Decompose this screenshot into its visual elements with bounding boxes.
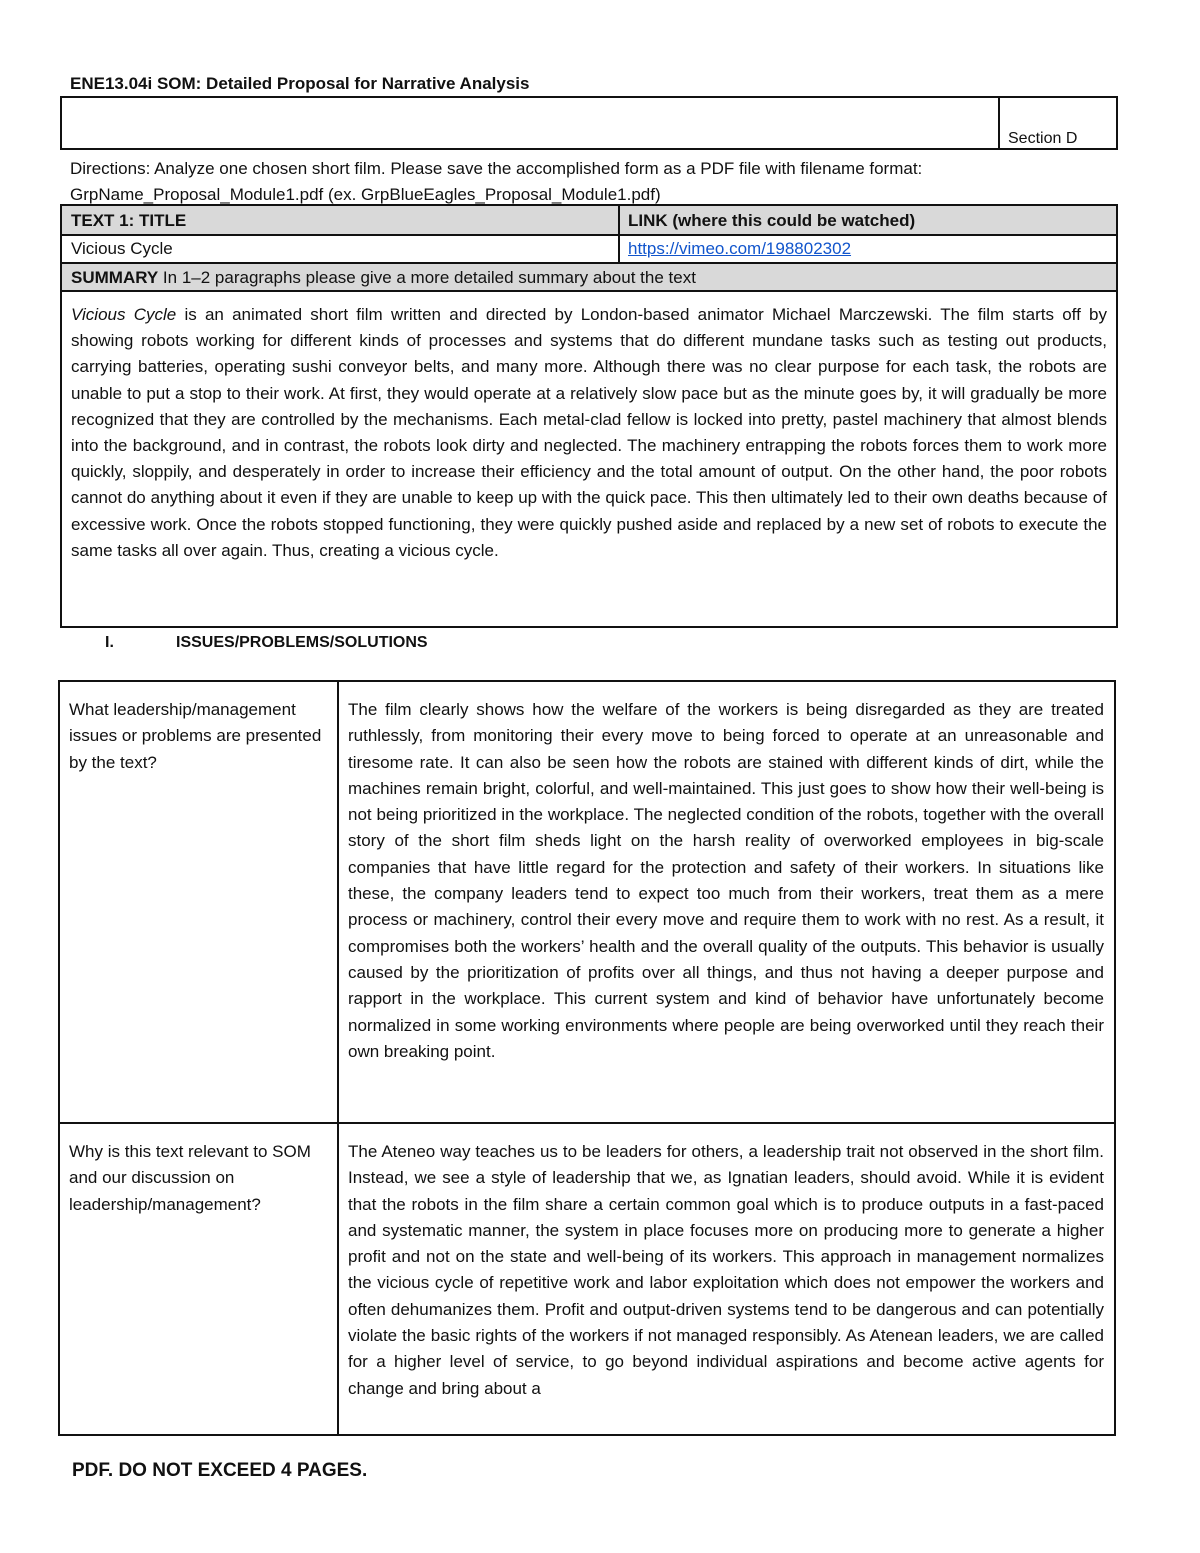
summary-text: is an animated short film written and directed by London-based animator Michael Marczewski. The film starts off by showing robots working for different kinds of processes and systems that do different mundane tasks such as testing out products, carrying batteries, operating sushi conveyor belts, and many more. Although there was no clear purpose for each task, the robots are unable to put a stop to their work. At first, they would operate at a relatively slow pace but as the minute goes by, it will gradually be more recognized that they are controlled by the mechanisms. Each metal-clad fellow is locked into pretty, pastel machinery that almost blends into the background, and in contrast, the robots look dirty and neglected. The machinery entrapping the robots forces them to work more quickly, sloppily, and desperately in order to increase their efficiency and the total amount of output. On the other hand, the poor robots cannot do anything about it even if they are unable to keep up with the quick pace. This then ultimately led to their own deaths because of excessive work. Once the robots stopped functioning, they were quickly pushed aside and replaced by a new set of robots to execute the same tasks all over again. Thus, creating a vicious cycle. — [71, 305, 1107, 560]
summary-instruction: In 1–2 paragraphs please give a more detailed summary about the text — [158, 268, 696, 287]
summary-label: SUMMARY — [71, 268, 159, 287]
summary-film-title: Vicious Cycle — [71, 305, 177, 324]
qa-answer: The Ateneo way teaches us to be leaders for others, a leadership trait not observed in the short film. Instead, we see a style of leadership that we, as Ignatian leaders, should avoid. While it is evident that the robots in the film share a certain common goal which is to produce outputs in a fast-paced and systematic manner, the system in place focuses more on producing more to generate a higher profit and not on the state and well-being of its workers. This approach in management normalizes the vicious cycle of repetitive work and labor exploitation which does not empower the workers and often dehumanizes them. Profit and output-driven systems tend to be dangerous and can potentially violate the basic rights of the workers if not managed responsibly. As Atenean leaders, we are called for a higher level of service, to go beyond individual aspirations and become active agents for change and bring about a — [348, 1142, 1104, 1398]
document-title: ENE13.04i SOM: Detailed Proposal for Narrative Analysis — [70, 74, 530, 93]
group-name-box — [60, 96, 1118, 150]
section-numeral: I. — [105, 634, 114, 651]
qa-question: What leadership/management issues or problems are presented by the text? — [69, 700, 322, 772]
link-header: LINK (where this could be watched) — [628, 211, 916, 230]
film-title: Vicious Cycle — [71, 239, 173, 258]
qa-row — [58, 1122, 1116, 1436]
directions-text: Directions: Analyze one chosen short film. Please save the accomplished form as a PDF file with filename format: GrpName_Proposal_Module1.pdf (ex. GrpBlueEagles_Proposal_Module1.pdf) — [70, 159, 923, 204]
qa-answer: The film clearly shows how the welfare of the workers is being disregarded as they are treated ruthlessly, from monitoring their every move to being forced to operate at an unreasonable and tiresome rate. It can also be seen how the robots are stained with different kinds of dirt, while the machines remain bright, colorful, and well-maintained. This just goes to show how their well-being is not being prioritized in the workplace. The neglected condition of the robots, together with the overall story of the short film sheds light on the harsh reality of overworked employees in big-scale companies that have little regard for the protection and safety of their workers. In situations like these, the company leaders tend to expect too much from their workers, treat them as a mere process or machinery, control their every move and require them to work with no rest. As a result, it compromises both the workers’ health and the overall quality of the outputs. This behavior is usually caused by the prioritization of profits over all things, and thus not having a deeper purpose and rapport in the workplace. This current system and kind of behavior have unfortunately become normalized in some working environments where people are being overworked until they reach their own breaking point. — [348, 700, 1104, 1061]
title-header: TEXT 1: TITLE — [71, 211, 187, 230]
summary-body — [60, 290, 1118, 628]
summary-heading — [71, 268, 696, 288]
section-title: ISSUES/PROBLEMS/SOLUTIONS — [176, 634, 428, 651]
footer-note: PDF. DO NOT EXCEED 4 PAGES. — [72, 1460, 368, 1481]
summary-header-row — [60, 262, 1118, 292]
section-heading — [105, 634, 428, 652]
qa-divider — [337, 682, 339, 1122]
text-table-value-row — [60, 234, 1118, 264]
text-table-header-row — [60, 204, 1118, 236]
summary-paragraph — [71, 302, 1107, 564]
column-divider — [618, 206, 620, 234]
qa-divider — [337, 1124, 339, 1434]
name-box-divider — [998, 98, 1000, 148]
section-label: Section D — [1008, 130, 1078, 147]
column-divider — [618, 236, 620, 262]
qa-row — [58, 680, 1116, 1124]
qa-question: Why is this text relevant to SOM and our discussion on leadership/management? — [69, 1142, 311, 1214]
film-link[interactable]: https://vimeo.com/198802302 — [628, 239, 852, 258]
